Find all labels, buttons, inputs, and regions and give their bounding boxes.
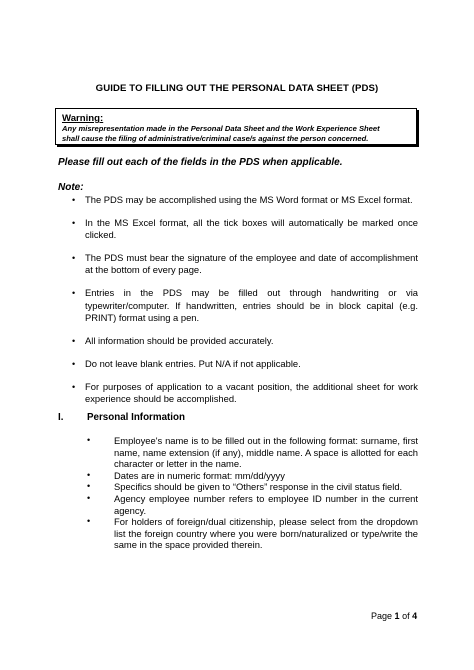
note-item <box>58 217 418 241</box>
section-item <box>87 470 418 482</box>
warning-box <box>55 108 417 145</box>
of-word: of <box>402 611 410 621</box>
bullet-icon: • <box>72 288 76 299</box>
bullet-icon: • <box>72 335 76 346</box>
section-item-text: Dates are in numeric format: mm/dd/yyyy <box>114 469 285 481</box>
total-page-number: 4 <box>412 611 418 621</box>
bullet-icon: • <box>72 253 76 264</box>
bullet-icon: • <box>72 381 76 392</box>
warning-text-line-1: Any misrepresentation made in the Personal Data Sheet and the Work Experience Sheet <box>62 124 380 133</box>
section-item-text: Agency employee number refers to employee ID number in the current agency. <box>114 492 418 516</box>
note-text: In the MS Excel format, all the tick boxes will automatically be marked once clicked. <box>85 217 418 241</box>
section-item-list <box>87 435 418 551</box>
section-item-text: Employee's name is to be filled out in the following format: surname, first name, name extension (if any), middle name. A space is allotted for each character or letter in the name. <box>114 435 418 470</box>
bullet-icon: • <box>87 469 91 480</box>
note-label: Note: <box>58 182 84 193</box>
instruction-text: Please fill out each of the fields in the PDS when applicable. <box>58 157 343 168</box>
warning-text-line-2: shall cause the filing of administrative/criminal case/s against the person concerned. <box>62 133 369 143</box>
bullet-icon: • <box>72 195 76 205</box>
note-item <box>58 287 418 324</box>
current-page-number: 1 <box>394 611 400 621</box>
bullet-icon: • <box>72 218 76 228</box>
note-text: The PDS may be accomplished using the MS Word format or MS Excel format. <box>85 194 413 205</box>
note-text: All information should be provided accurately. <box>85 334 274 346</box>
section-heading <box>58 412 185 423</box>
warning-label: Warning: <box>62 113 104 124</box>
bullet-icon: • <box>72 358 76 369</box>
bullet-icon: • <box>87 492 91 503</box>
section-number: I. <box>58 412 64 423</box>
note-text: The PDS must bear the signature of the employee and date of accomplishment at the bottom of every page. <box>85 252 418 276</box>
note-item <box>58 194 418 206</box>
note-text: For purposes of application to a vacant position, the additional sheet for work experience should be accomplished. <box>85 380 418 405</box>
page-footer <box>371 611 417 621</box>
page-word: Page <box>371 611 393 621</box>
section-title: Personal Information <box>87 412 185 423</box>
document-title: GUIDE TO FILLING OUT THE PERSONAL DATA SHEET (PDS) <box>95 83 379 94</box>
note-item <box>58 252 418 276</box>
note-item <box>58 381 418 405</box>
note-text: Do not leave blank entries. Put N/A if not applicable. <box>85 357 301 369</box>
section-item <box>87 435 418 470</box>
bullet-icon: • <box>87 481 91 492</box>
section-item-text: Specifics should be given to “Others” response in the civil status field. <box>114 481 403 493</box>
bullet-icon: • <box>87 435 91 445</box>
note-text: Entries in the PDS may be filled out through handwriting or via typewriter/computer. If handwritten, entries should be in block capital (e.g. PRINT) format using a pen. <box>85 287 418 323</box>
section-item <box>87 481 418 493</box>
section-item-text: For holders of foreign/dual citizenship, please select from the dropdown list the foreign country where you were born/naturalized or type/write the same in the space provided therein. <box>114 516 418 551</box>
section-item <box>87 493 418 516</box>
bullet-icon: • <box>87 516 91 527</box>
note-item <box>58 358 418 370</box>
section-item <box>87 516 418 551</box>
note-list <box>58 194 418 416</box>
note-item <box>58 335 418 347</box>
